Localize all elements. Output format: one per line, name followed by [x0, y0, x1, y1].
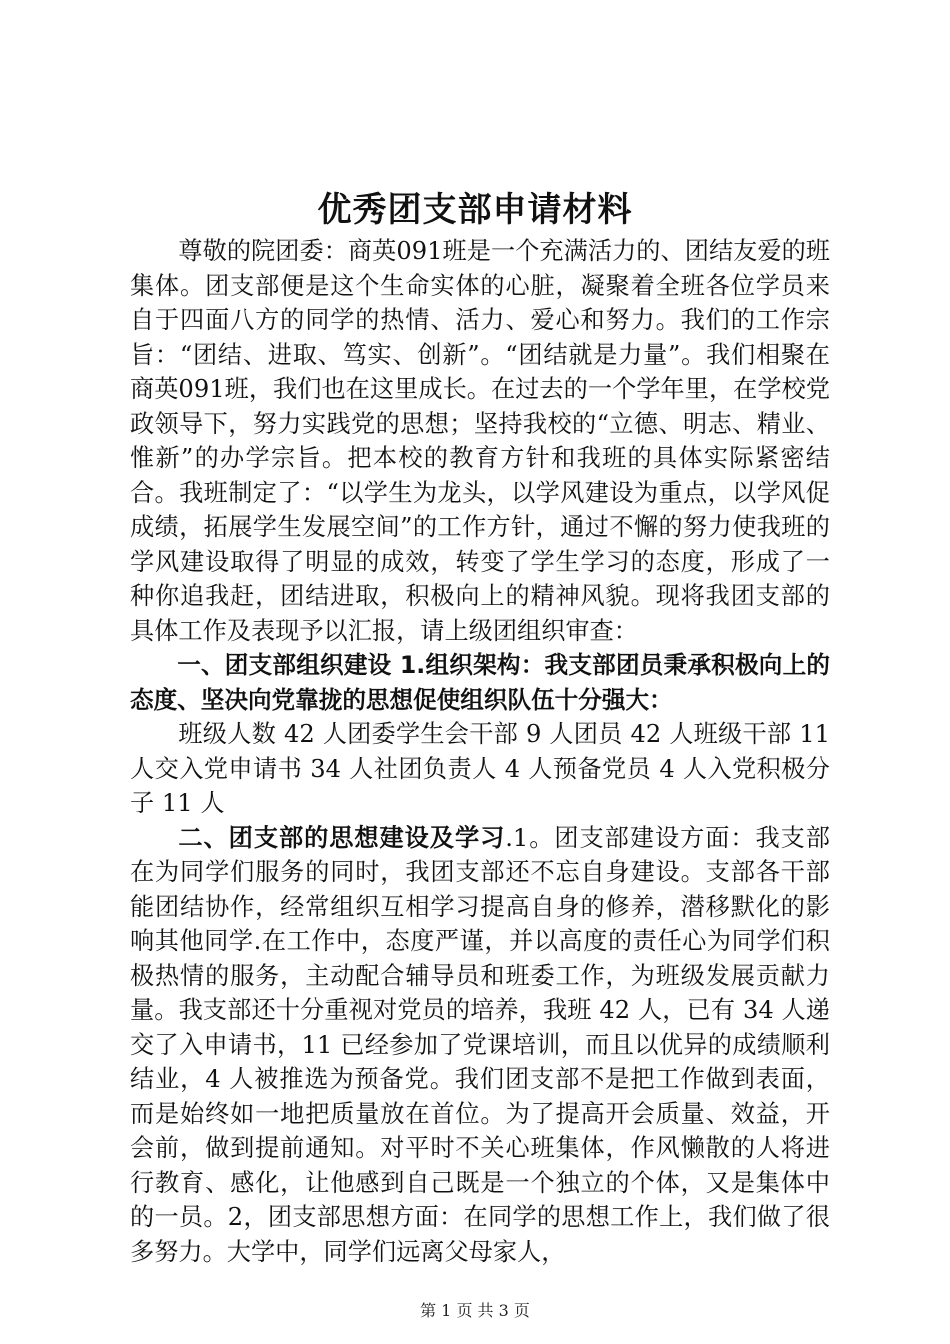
page-footer: 第 1 页 共 3 页	[420, 1301, 530, 1320]
intro-paragraph: 尊敬的院团委：商英091班是一个充满活力的、团结友爱的班集体。团支部便是这个生命实体的心脏，凝聚着全班各位学员来自于四面八方的同学的热情、活力、爱心和努力。我们的工作宗旨：“团结、进取、笃实、创新”。“团结就是力量”。我们相聚在商英091班，我们也在这里成长。在过去的一个学年里，在学校党政领导下，努力实践党的思想；坚持我校的“立德、明志、精业、惟新”的办学宗旨。把本校的教育方针和我班的具体实际紧密结合。我班制定了：“以学生为龙头，以学风建设为重点，以学风促成绩，拓展学生发展空间”的工作方针，通过不懈的努力使我班的学风建设取得了明显的成效，转变了学生学习的态度，形成了一种你追我赶，团结进取，积极向上的精神风貌。现将我团支部的具体工作及表现予以汇报，请上级团组织审查：	[130, 237, 830, 645]
section-2-paragraph	[130, 821, 830, 1270]
section-2-text: .1。团支部建设方面：我支部在为同学们服务的同时，我团支部还不忘自身建设。支部各干部能团结协作，经常组织互相学习提高自身的修养，潜移默化的影响其他同学.在工作中，态度严谨，并以高度的责任心为同学们积极热情的服务，主动配合辅导员和班委工作，为班级发展贡献力量。我支部还十分重视对党员的培养，我班 42 人，已有 34 人递交了入申请书，11 已经参加了党课培训，而且以优异的成绩顺利结业，4 人被推选为预备党。我们团支部不是把工作做到表面，而是始终如一地把质量放在首位。为了提高开会质量、效益，开会前，做到提前通知。对平时不关心班集体，作风懒散的人将进行教育、感化，让他感到自己既是一个独立的个体，又是集体中的一员。2，团支部思想方面：在同学的思想工作上，我们做了很多努力。大学中，同学们远离父母家人，	[130, 823, 830, 1266]
section-2-heading: 二、团支部的思想建设及学习	[178, 823, 506, 852]
section-1-paragraph: 一、团支部组织建设 1.组织架构：我支部团员秉承积极向上的态度、坚决向党靠拢的思想促使组织队伍十分强大：	[130, 651, 830, 714]
document-body	[130, 234, 830, 1269]
member-stats-paragraph: 班级人数 42 人团委学生会干部 9 人团员 42 人班级干部 11 人交入党申请书 34 人社团负责人 4 人预备党员 4 人入党积极分子 11 人	[130, 720, 830, 817]
document-title: 优秀团支部申请材料	[317, 190, 633, 230]
